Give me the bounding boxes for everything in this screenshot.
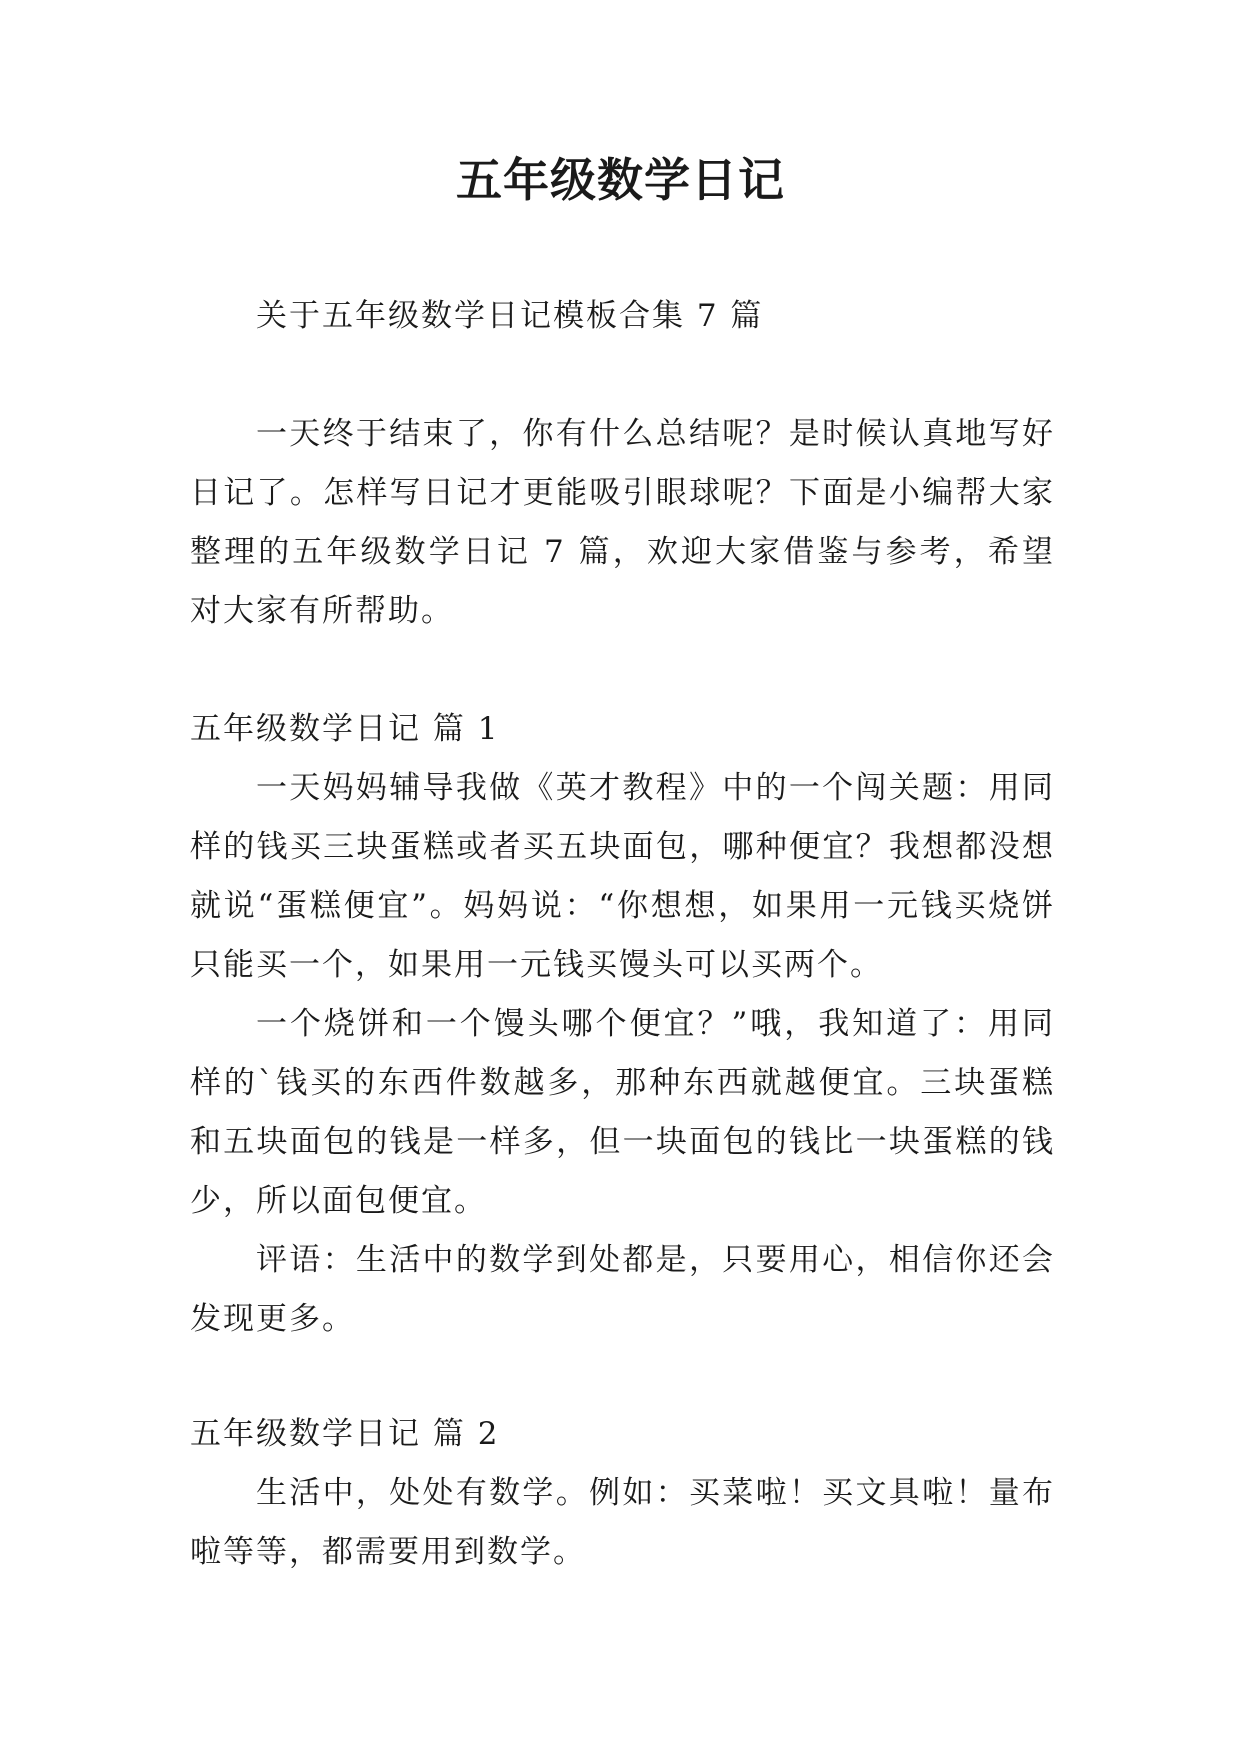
subtitle: 关于五年级数学日记模板合集 7 篇 [256, 298, 764, 334]
document-title: 五年级数学日记 [456, 153, 785, 207]
section-1 [190, 700, 1055, 1349]
section-paragraph: 一天妈妈辅导我做《英才教程》中的一个闯关题：用同样的钱买三块蛋糕或者买五块面包，哪种便宜？我想都没想就说“蛋糕便宜”。妈妈说：“你想想，如果用一元钱买烧饼只能买一个，如果用一元钱买馒头可以买两个。 [190, 770, 1055, 983]
section-paragraph: 生活中，处处有数学。例如：买菜啦！买文具啦！量布啦等等，都需要用到数学。 [190, 1475, 1055, 1570]
section-paragraph: 评语：生活中的数学到处都是，只要用心，相信你还会发现更多。 [190, 1242, 1055, 1337]
section-2 [190, 1405, 1055, 1582]
section-paragraph: 一个烧饼和一个馒头哪个便宜？”哦，我知道了：用同样的`钱买的东西件数越多，那种东西就越便宜。三块蛋糕和五块面包的钱是一样多，但一块面包的钱比一块蛋糕的钱少，所以面包便宜。 [190, 1006, 1055, 1219]
intro-block [190, 405, 1055, 641]
intro-paragraph: 一天终于结束了，你有什么总结呢？是时候认真地写好日记了。怎样写日记才更能吸引眼球呢？下面是小编帮大家整理的五年级数学日记 7 篇，欢迎大家借鉴与参考，希望对大家有所帮助。 [190, 416, 1055, 629]
section-heading: 五年级数学日记 篇 2 [190, 1416, 500, 1452]
subtitle-block [190, 287, 1055, 346]
section-heading: 五年级数学日记 篇 1 [190, 711, 500, 747]
